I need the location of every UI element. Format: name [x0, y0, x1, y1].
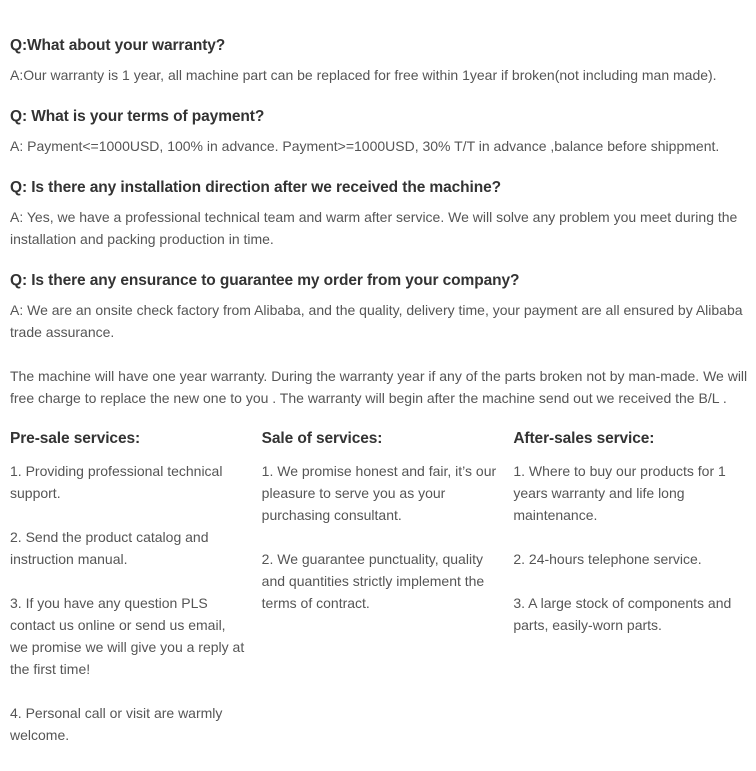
- service-item: 1. Providing professional technical support.: [10, 463, 223, 501]
- services-row: [10, 430, 748, 746]
- services-column-title: After-sales service:: [513, 430, 655, 447]
- faq-question: Q: Is there any installation direction after we received the machine?: [10, 179, 501, 196]
- service-item: 2. Send the product catalog and instruction manual.: [10, 529, 209, 567]
- faq-item: [10, 37, 748, 86]
- faq-answer: A: Yes, we have a professional technical team and warm after service. We will solve any problem you meet during the installation and packing production in time.: [10, 209, 738, 247]
- services-column-title: Sale of services:: [261, 430, 383, 447]
- service-item: 2. 24-hours telephone service.: [513, 551, 702, 567]
- faq-answer: A: We are an onsite check factory from Alibaba, and the quality, delivery time, your payment are all ensured by Alibaba trade assurance.: [10, 302, 743, 340]
- faq-item: [10, 179, 748, 250]
- service-item: 4. Personal call or visit are warmly welcome.: [10, 705, 223, 743]
- service-item: 2. We guarantee punctuality, quality and quantities strictly implement the terms of contract.: [261, 551, 485, 611]
- service-item: 1. Where to buy our products for 1 years warranty and life long maintenance.: [513, 463, 726, 523]
- service-item: 3. A large stock of components and parts, easily-worn parts.: [513, 595, 732, 633]
- faq-item: [10, 108, 748, 157]
- faq-answer: A:Our warranty is 1 year, all machine part can be replaced for free within 1year if broken(not including man made).: [10, 67, 717, 83]
- services-column-title: Pre-sale services:: [10, 430, 141, 447]
- services-column-presale: [10, 430, 245, 746]
- faq-question: Q: What is your terms of payment?: [10, 108, 265, 125]
- service-item: 3. If you have any question PLS contact us online or send us email, we promise we will give you a reply at the first time!: [10, 595, 245, 677]
- services-column-aftersales: [513, 430, 748, 746]
- faq-question: Q: Is there any ensurance to guarantee my order from your company?: [10, 272, 520, 289]
- services-column-sale: [262, 430, 497, 746]
- faq-section: [10, 37, 748, 343]
- faq-answer: A: Payment<=1000USD, 100% in advance. Payment>=1000USD, 30% T/T in advance ,balance before shippment.: [10, 138, 720, 154]
- faq-question: Q:What about your warranty?: [10, 37, 226, 54]
- faq-item: [10, 272, 748, 343]
- service-item: 1. We promise honest and fair, it’s our pleasure to serve you as your purchasing consultant.: [261, 463, 497, 523]
- warranty-note: The machine will have one year warranty. During the warranty year if any of the parts broken not by man-made. We will free charge to replace the new one to you . The warranty will begin after the machine send out we received the B/L .: [10, 368, 748, 406]
